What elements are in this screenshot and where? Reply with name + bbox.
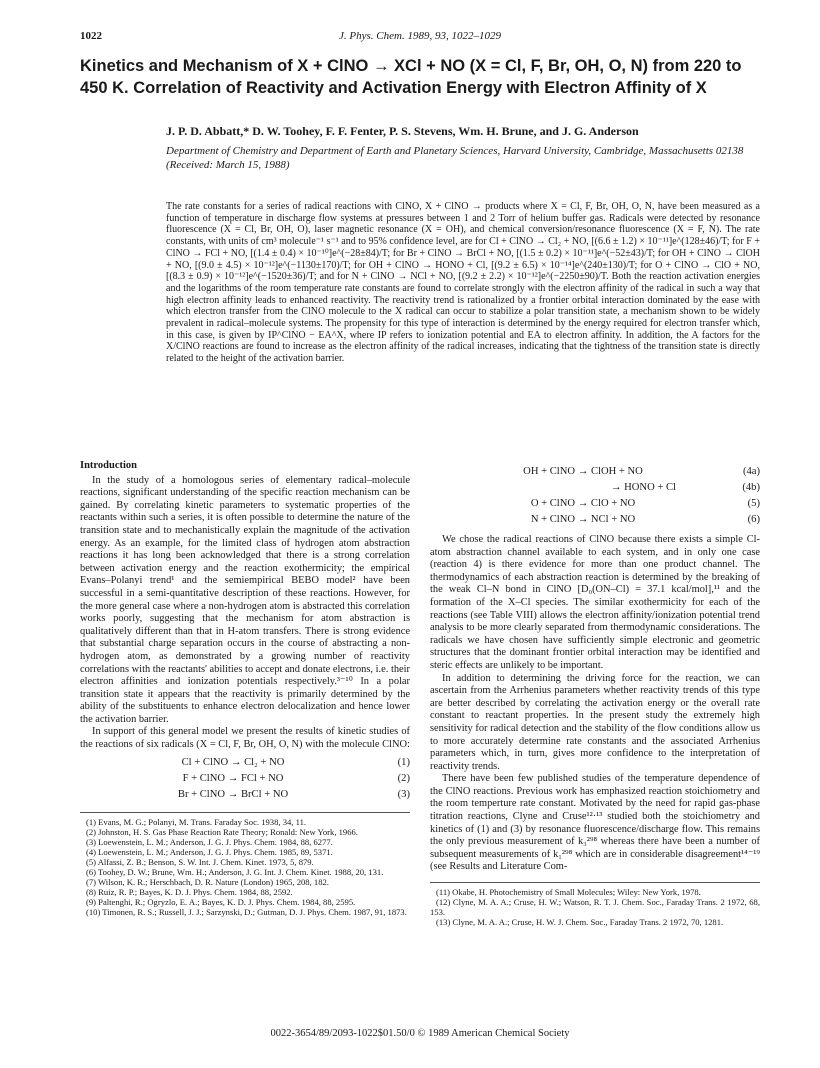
equation — [430, 496, 760, 512]
reference: (9) Paltenghi, R.; Ogryzlo, E. A.; Bayes, K. D. J. Phys. Chem. 1984, 88, 2595. — [86, 896, 356, 907]
equation-number: (5) — [747, 497, 760, 509]
reference: (6) Toohey, D. W.; Brune, Wm. H.; Anderson, J. G. Int. J. Chem. Kinet. 1988, 20, 131. — [86, 866, 384, 877]
article-title: Kinetics and Mechanism of X + ClNO → XCl + NO (X = Cl, F, Br, OH, O, N) from 220 to 450 K. Correlation of Reactivity and Activation Energy with Electron Affinity of X — [80, 57, 742, 97]
copyright-footer: 0022-3654/89/2093-1022$01.50/0 © 1989 American Chemical Society — [270, 1028, 570, 1039]
reference: (13) Clyne, M. A. A.; Cruse, H. W. J. Chem. Soc., Faraday Trans. 2 1972, 70, 1281. — [436, 917, 724, 928]
paragraph: We chose the radical reactions of ClNO because there exists a simple Cl-atom abstraction channel available to each system, and in only one case (reaction 4) is there evidence for more than one product channel. The thermodynamics of each abstraction reaction is determined by the breaking of the weak Cl–N bond in ClNO [D₀(ON–Cl) = 37.1 kcal/mol],¹¹ and the formation of the X–Cl species. The similar exothermicity for each of the reactions (see Table VIII) allows the electron affinity/ionization potential trend analysis to be more clearly separated from thermodynamic considerations. The radicals we have chosen have sufficiently simple electronic and geometric structures that the dominant frontier orbital interaction may be identified and steric effects are unlikely to be important. — [430, 534, 760, 671]
author-list: J. P. D. Abbatt,* D. W. Toohey, F. F. Fenter, P. S. Stevens, Wm. H. Brune, and J. G. Anderson — [166, 124, 639, 138]
abstract: The rate constants for a series of radical reactions with ClNO, X + ClNO → products where X = Cl, F, Br, OH, O, N, have been measured as a function of temperature in discharge flow systems at pressures between 1 and 2 Torr of helium buffer gas. Radicals were detected by resonance fluorescence (X = Cl, Br, OH, O), laser magnetic resonance (X = OH), and chemical conversion/resonance fluorescence (X = F, N). The rate constants, with units of cm³ molecule⁻¹ s⁻¹ and to 95% confidence level, are for Cl + ClNO → Cl₂ + NO, [(6.6 ± 1.2) × 10⁻¹¹]e^(128±46)/T; for F + ClNO → FCl + NO, [(1.4 ± 0.4) × 10⁻¹⁰]e^(−28±84)/T; for Br + ClNO → BrCl + NO, [(1.5 ± 0.2) × 10⁻¹¹]e^(−52±43)/T; for OH + ClNO → ClOH + NO, [(9.0 ± 4.5) × 10⁻¹²]e^(−1130±170)/T; for OH + ClNO → HONO + Cl, [(9.2 ± 6.5) × 10⁻¹⁴]e^(240±130)/T; for O + ClNO → ClO + NO, [(8.3 ± 0.9) × 10⁻¹²]e^(−1520±36)/T; and for N + ClNO → NCl + NO, [(9.2 ± 2.2) × 10⁻¹²]e^(−2250±90)/T. Both the reaction activation energies and the logarithms of the room temperature rate constants are found to correlate strongly with the electron affinity of the radical in such a way that high electron affinity leads to enhanced reactivity. The reactivity trend is rationalized by a frontier orbital interaction dominated by the ease with which electron transfer from the ClNO molecule to the X radical can occur to stabilize a polar transition state, a mechanism shown to be widely prevalent in radical–molecule systems. The propensity for this type of interaction is determined by the energy required for electron transfer which, in this case, is given by IP^ClNO − EA^X, where IP refers to ionization potential and EA to electron affinity. In addition, the A factors for the X/ClNO reactions are found to increase as the electron affinity of the radical increases, indicating that the tightness of the transition state is directly related to the height of the activation barrier. — [166, 201, 760, 365]
paragraph: In the study of a homologous series of elementary radical–molecule reactions, significant understanding of the specific reaction mechanism can be gained. By correlating kinetic parameters to systematic properties of the reactants within such a series, it is often possible to determine the nature of the transition state and to mechanistically explain the magnitude of the activation energy. As an example, for the limited class of hydrogen atom abstraction reactions it has long been acknowledged that there is a strong correlation between activation energy and the reaction exothermicity; the empirical Evans–Polanyi trend¹ and the semiempirical BEBO model² have been successful in a semi-quantitative description of these reactions. However, for the more general case where a non-hydrogen atom is abstracted this correlation works poorly, suggesting that the mechanism for atom abstraction is qualitatively different than that in H-atom transfers. There is strong evidence that substantial charge separation occurs in the course of abstracting a non-hydrogen atom, as demonstrated by a growing number of reactivity correlations with the reactants' abilities to accept and donate electrons, i.e. their electron affinities and ionization potentials respectively.³⁻¹⁰ In a polar transition state it appears that the reactivity is primarily determined by the ability of the substituents to enhance electron delocalization and hence lower the activation barrier. — [80, 474, 410, 725]
reference-list — [430, 882, 760, 927]
reference: (10) Timonen, R. S.; Russell, J. J.; Sarzynski, D.; Gutman, D. J. Phys. Chem. 1987, 91, 1873. — [86, 906, 407, 917]
equation-expression: OH + ClNO → ClOH + NO — [523, 465, 643, 477]
equation-expression: O + ClNO → ClO + NO — [530, 497, 636, 509]
equation-block — [430, 464, 760, 528]
left-column — [80, 460, 410, 917]
equation-expression: Cl + ClNO → Cl₂ + NO — [181, 757, 285, 769]
equation — [80, 788, 410, 804]
equation-expression: Br + ClNO → BrCl + NO — [177, 789, 289, 801]
reference-list — [80, 812, 410, 917]
reference: (3) Loewenstein, L. M.; Anderson, J. G. J. Phys. Chem. 1984, 88, 6277. — [86, 836, 333, 847]
reference: (12) Clyne, M. A. A.; Cruse, H. W.; Watson, R. T. J. Chem. Soc., Faraday Trans. 2 1972, 68, 153. — [430, 897, 760, 918]
reference: (4) Loewenstein, L. M.; Anderson, J. G. J. Phys. Chem. 1985, 89, 5371. — [86, 846, 333, 857]
equation-block — [80, 756, 410, 804]
equation — [80, 756, 410, 772]
equation-expression: → HONO + Cl — [610, 481, 676, 493]
reference: (1) Evans, M. G.; Polanyi, M. Trans. Faraday Soc. 1938, 34, 11. — [86, 816, 307, 827]
equation — [430, 464, 760, 480]
equation-expression: N + ClNO → NCl + NO — [530, 513, 636, 525]
journal-citation: J. Phys. Chem. 1989, 93, 1022–1029 — [339, 30, 501, 42]
reference: (2) Johnston, H. S. Gas Phase Reaction Rate Theory; Ronald: New York, 1966. — [86, 826, 358, 837]
page-number: 1022 — [80, 30, 102, 42]
equation — [430, 512, 760, 528]
equation-expression: F + ClNO → FCl + NO — [182, 773, 284, 785]
equation-number: (1) — [397, 757, 410, 769]
paragraph: In addition to determining the driving force for the reaction, we can ascertain from the Arrhenius parameters whether reactivity trends of this type are better described by correlating the activation energy or the overall rate constant to reactant properties. In the present study the extremely high sensitivity for radical detection and the stability of the flow conditions allow us to more accurately determine rate constants and the associated Arrhenius parameters which, in turn, gives more confidence to the interpretation of reactivity trends. — [430, 672, 760, 772]
reference: (7) Wilson, K. R.; Herschbach, D. R. Nature (London) 1965, 208, 182. — [86, 876, 329, 887]
affiliation: Department of Chemistry and Department of Earth and Planetary Sciences, Harvard University, Cambridge, Massachusetts 02138 (Received: March 15, 1988) — [166, 145, 744, 171]
equation-number: (3) — [397, 789, 410, 801]
reference: (11) Okabe, H. Photochemistry of Small Molecules; Wiley: New York, 1978. — [436, 887, 701, 898]
paragraph: There have been few published studies of the temperature dependence of the ClNO reactions. Previous work has emphasized reaction stoichiometry and the room temperture rate constant. Motivated by the need for rapid gas-phase titration reactions, Clyne and Cruse¹²·¹³ studied both the stoichiometry and kinetics of (1) and (3) by resonance fluorescence/discharge flow. This remains the only previous measurement of k₃²⁹⁸ whereas there have been a number of subsequent measurements of k₁²⁹⁸ which are in considerable disagreement¹⁴⁻¹⁹ (see Results and Literature Com- — [430, 773, 760, 873]
equation-number: (4b) — [742, 481, 760, 493]
reference: (8) Ruiz, R. P.; Bayes, K. D. J. Phys. Chem. 1984, 88, 2592. — [86, 886, 293, 897]
equation — [430, 480, 760, 496]
equation-number: (4a) — [742, 465, 760, 477]
running-header — [80, 30, 760, 44]
equation-number: (6) — [747, 513, 760, 525]
reference: (5) Alfassi, Z. B.; Benson, S. W. Int. J. Chem. Kinet. 1973, 5, 879. — [86, 856, 314, 867]
equation — [80, 772, 410, 788]
right-column — [430, 460, 760, 927]
paragraph: In support of this general model we present the results of kinetic studies of the reactions of six radicals (X = Cl, F, Br, OH, O, N) with the molecule ClNO: — [80, 726, 410, 751]
section-heading: Introduction — [80, 460, 137, 471]
equation-number: (2) — [397, 773, 410, 785]
